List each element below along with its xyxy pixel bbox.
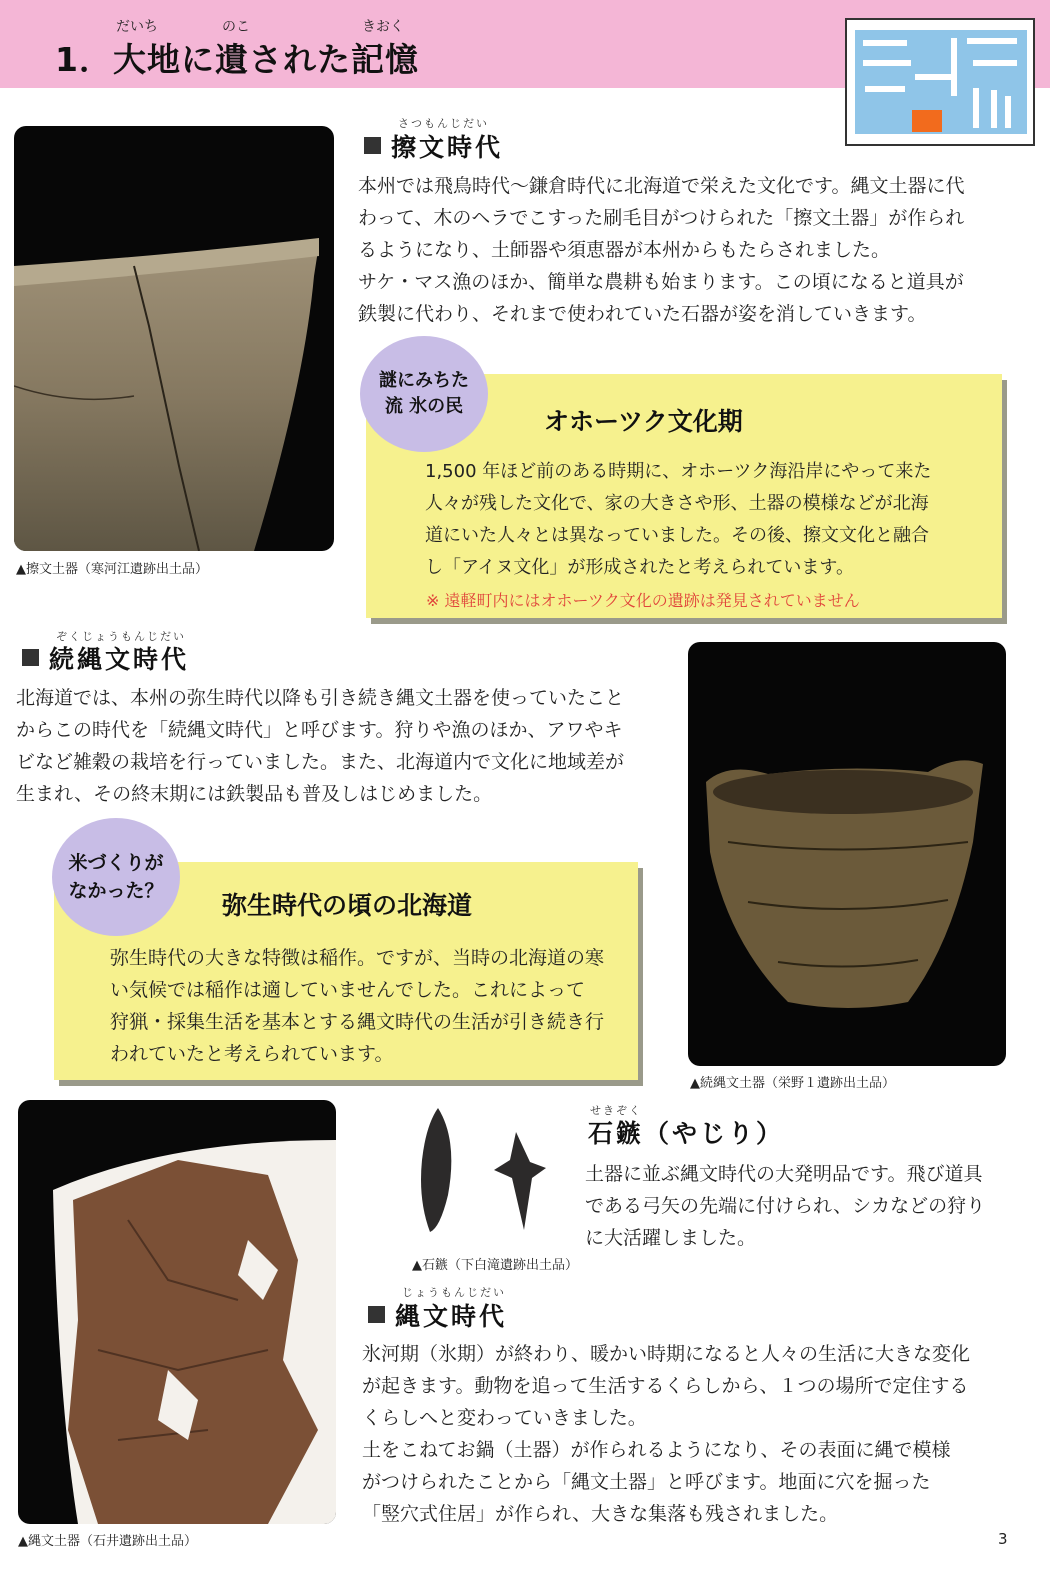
text-line: わって、木のヘラでこすった刷毛目がつけられた「擦文土器」が作られ xyxy=(358,207,965,229)
arrowhead-photo-caption: ▲石鏃（下白滝遺跡出土品） xyxy=(412,1258,578,1273)
satsumon-heading-text: 擦文時代 xyxy=(391,133,504,162)
header-ruby-2: のこ xyxy=(222,19,250,35)
text-line: 狩猟・採集生活を基本とする縄文時代の生活が引き続き行 xyxy=(110,1011,605,1033)
text-line: が起きます。動物を追って生活するくらしから、１つの場所で定住する xyxy=(362,1375,969,1397)
text-line: がつけられたことから「縄文土器」と呼びます。地面に穴を掘った xyxy=(362,1471,931,1493)
text-line: 氷河期（氷期）が終わり、暖かい時期になると人々の生活に大きな変化 xyxy=(362,1343,971,1365)
jomon-heading xyxy=(368,1297,507,1333)
text-line: 弥生時代の大きな特徴は稲作。ですが、当時の北海道の寒 xyxy=(110,947,605,969)
jomon-photo-caption: ▲縄文土器（石井遺跡出土品） xyxy=(18,1534,197,1549)
text-line: サケ・マス漁のほか、簡単な農耕も始まります。この頃になると道具が xyxy=(358,271,964,293)
sekizoku-heading: 石鏃（やじり） xyxy=(588,1119,785,1148)
zokujomon-heading xyxy=(22,640,189,676)
page-title: 1．大地に遺された記憶 xyxy=(55,40,419,79)
jomon-heading-ruby: じょうもんじだい xyxy=(402,1286,506,1299)
floor-map xyxy=(845,18,1035,146)
sekizoku-body xyxy=(585,1158,1025,1254)
zokujomon-heading-text: 続縄文時代 xyxy=(49,645,190,674)
yayoi-badge xyxy=(52,818,180,936)
yayoi-body xyxy=(110,942,635,1070)
text-line: 鉄製に代わり、それまで使われていた石器が姿を消していきます。 xyxy=(358,303,927,325)
badge-line: 流 氷の民 xyxy=(384,396,464,417)
zokujomon-heading-ruby: ぞくじょうもんじだい xyxy=(56,630,186,643)
jomon-pottery-photo xyxy=(18,1100,336,1524)
okhotsk-note: ※ 遠軽町内にはオホーツク文化の遺跡は発見されていません xyxy=(426,591,860,610)
satsumon-photo-caption: ▲擦文土器（寒河江遺跡出土品） xyxy=(16,562,208,577)
text-line: るようになり、土師器や須恵器が本州からもたらされました。 xyxy=(358,239,891,261)
badge-line: 米づくりが xyxy=(68,852,164,874)
text-line: 生まれ、その終末期には鉄製品も普及しはじめました。 xyxy=(16,783,493,805)
zokujomon-body xyxy=(16,682,676,810)
header-ruby-1: だいち xyxy=(116,19,158,35)
text-line: われていたと考えられています。 xyxy=(110,1043,394,1065)
arrowhead-photo xyxy=(400,1100,570,1250)
zokujomon-photo-caption: ▲続縄文土器（栄野１遺跡出土品） xyxy=(690,1076,895,1091)
text-line: 1,500 年ほど前のある時期に、オホーツク海沿岸にやって来た xyxy=(425,461,932,482)
okhotsk-title: オホーツク文化期 xyxy=(544,407,743,436)
jomon-heading-text: 縄文時代 xyxy=(395,1302,508,1331)
satsumon-heading-ruby: さつもんじだい xyxy=(398,117,489,130)
okhotsk-badge xyxy=(360,336,488,452)
header-ruby-3: きおく xyxy=(362,19,404,35)
satsumon-pottery-photo xyxy=(14,126,334,551)
satsumon-body xyxy=(358,170,1018,330)
text-line: 本州では飛鳥時代～鎌倉時代に北海道で栄えた文化です。縄文土器に代 xyxy=(358,175,965,197)
badge-line: 謎にみちた xyxy=(379,370,469,391)
text-line: 北海道では、本州の弥生時代以降も引き続き縄文土器を使っていたこと xyxy=(16,687,625,709)
floor-map-area xyxy=(855,30,1027,134)
yayoi-title: 弥生時代の頃の北海道 xyxy=(222,891,473,920)
text-line: し「アイヌ文化」が形成されたと考えられています。 xyxy=(425,557,854,578)
text-line: 人々が残した文化で、家の大きさや形、土器の模様などが北海 xyxy=(425,493,929,514)
jomon-body xyxy=(362,1338,1027,1530)
text-line: に大活躍しました。 xyxy=(585,1227,757,1249)
text-line: 道にいた人々とは異なっていました。その後、擦文文化と融合 xyxy=(425,525,929,546)
text-line: い気候では稲作は適していませんでした。これによって xyxy=(110,979,586,1001)
text-line: 土をこねてお鍋（土器）が作られるようになり、その表面に縄で模様 xyxy=(362,1439,951,1461)
current-location-marker xyxy=(912,110,942,132)
okhotsk-body xyxy=(425,456,1000,584)
text-line: くらしへと変わっていきました。 xyxy=(362,1407,647,1429)
page-number: 3 xyxy=(998,1530,1008,1548)
text-line: からこの時代を「続縄文時代」と呼びます。狩りや漁のほか、アワやキ xyxy=(16,719,623,741)
zokujomon-pottery-photo xyxy=(688,642,1006,1066)
satsumon-heading xyxy=(364,128,503,164)
text-line: ビなど雑穀の栽培を行っていました。また、北海道内で文化に地域差が xyxy=(16,751,625,773)
text-line: 土器に並ぶ縄文時代の大発明品です。飛び道具 xyxy=(585,1163,983,1185)
text-line: 「竪穴式住居」が作られ、大きな集落も残されました。 xyxy=(362,1503,839,1525)
badge-line: なかった？ xyxy=(68,880,164,902)
text-line: である弓矢の先端に付けられ、シカなどの狩り xyxy=(585,1195,986,1217)
sekizoku-heading-ruby: せきぞく xyxy=(590,1104,642,1117)
